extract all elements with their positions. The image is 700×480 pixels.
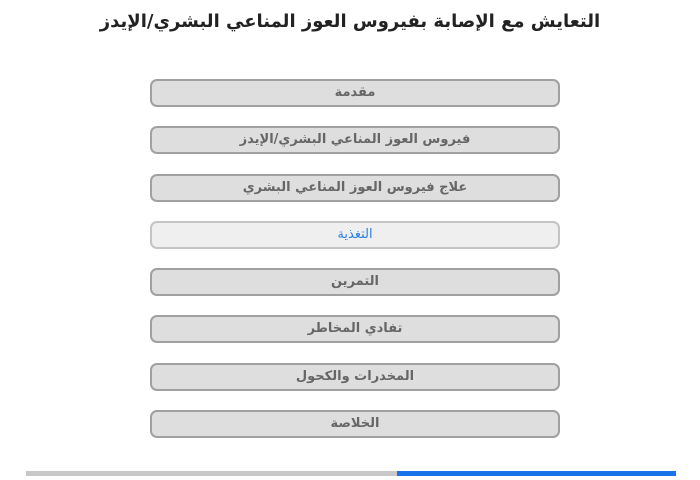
menu-item-summary[interactable]: الخلاصة [150, 410, 560, 438]
menu-item-avoiding-risks[interactable]: تفادي المخاطر [150, 315, 560, 343]
menu-item-introduction[interactable]: مقدمة [150, 79, 560, 107]
menu-item-hiv-aids[interactable]: فيروس العوز المناعي البشري/الإيدز [150, 126, 560, 154]
menu-item-nutrition[interactable]: التغذية [150, 221, 560, 249]
menu-item-exercise[interactable]: التمرين [150, 268, 560, 296]
page-title: التعايش مع الإصابة بفيروس العوز المناعي البشري/الإيدز [99, 11, 601, 32]
menu-item-drugs-alcohol[interactable]: المخدرات والكحول [150, 363, 560, 391]
progress-bar [26, 471, 676, 476]
topic-menu [150, 79, 560, 457]
progress-bar-fill [397, 471, 677, 476]
menu-item-hiv-treatment[interactable]: علاج فيروس العوز المناعي البشري [150, 174, 560, 202]
